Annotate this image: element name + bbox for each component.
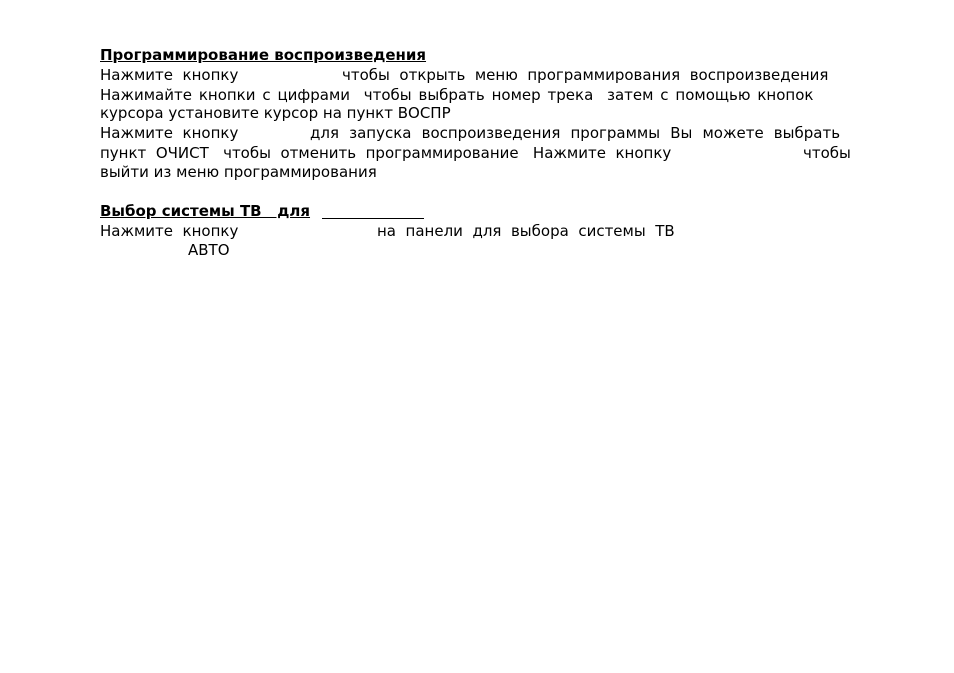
paragraph-line-cursor: курсора установите курсор на пункт ВОСПР xyxy=(100,104,451,122)
paragraph-line-clear-a: пункт ОЧИСТ чтобы отменить программирование Нажмите кнопку xyxy=(100,144,672,162)
paragraph-line-start-program-b: для запуска воспроизведения программы Вы можете выбрать xyxy=(310,124,841,142)
heading-underline-extension xyxy=(322,218,424,219)
paragraph-line-press-button-b: чтобы открыть меню программирования воспроизведения xyxy=(342,66,829,84)
section-heading-tv-system: Выбор системы ТВ для xyxy=(100,202,311,220)
paragraph-line-auto: АВТО xyxy=(188,241,230,259)
paragraph-line-exit-menu: выйти из меню программирования xyxy=(100,163,377,181)
paragraph-line-tv-press-button-b: на панели для выбора системы ТВ xyxy=(377,222,675,240)
paragraph-text: Нажимайте кнопки с цифрами чтобы выбрать номер трека затем с помощью кнопок xyxy=(100,86,814,104)
paragraph-line-start-program-a: Нажмите кнопку xyxy=(100,124,239,142)
paragraph-line-tv-press-button-a: Нажмите кнопку xyxy=(100,222,239,240)
paragraph-line-clear-b: чтобы xyxy=(803,144,851,162)
paragraph-line-press-button-a: Нажмите кнопку xyxy=(100,66,239,84)
section-heading-playback-programming: Программирование воспроизведения xyxy=(100,46,427,64)
paragraph-line-number-buttons xyxy=(100,86,851,105)
